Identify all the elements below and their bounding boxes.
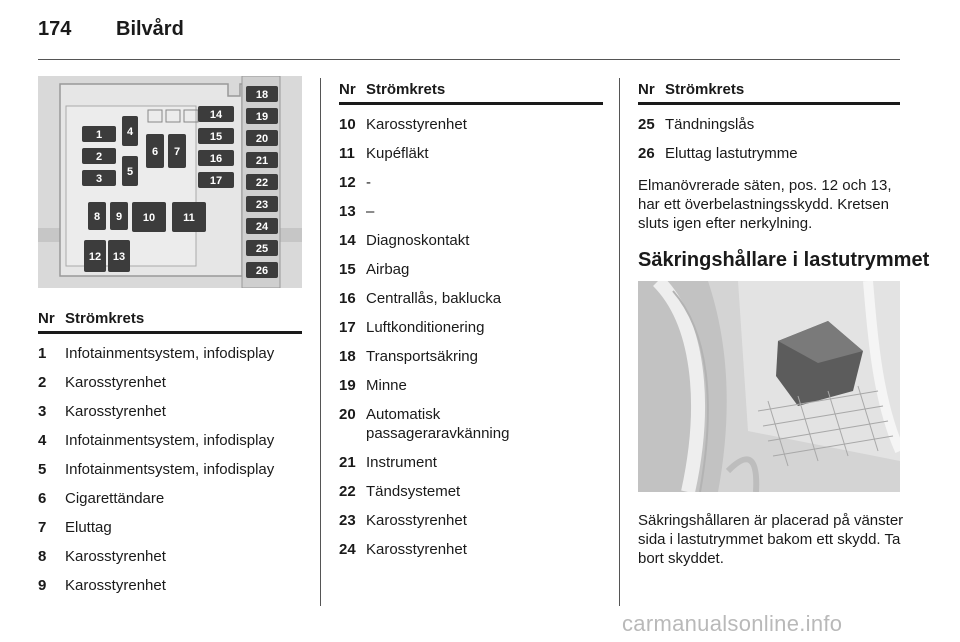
row-label: Cigarettändare bbox=[65, 490, 165, 507]
row-label: Tändsystemet bbox=[366, 483, 461, 500]
fuse-label-6: 6 bbox=[151, 146, 159, 158]
fuse-label-3: 3 bbox=[95, 173, 103, 185]
row-number: 17 bbox=[339, 319, 356, 336]
row-label: Karosstyrenhet bbox=[65, 548, 166, 565]
row-number: 25 bbox=[638, 116, 655, 133]
row-label: Transportsäkring bbox=[366, 348, 478, 365]
table-row bbox=[339, 173, 603, 192]
column-divider-2 bbox=[619, 78, 620, 606]
page-number: 174 bbox=[38, 18, 72, 40]
column-header-nr: Nr bbox=[38, 310, 55, 327]
row-number: 8 bbox=[38, 548, 47, 565]
fuse-label-20: 20 bbox=[255, 133, 269, 145]
fuse-box-diagram bbox=[38, 76, 302, 288]
column-divider-1 bbox=[320, 78, 321, 606]
table-row bbox=[38, 489, 302, 508]
row-number: 9 bbox=[38, 577, 47, 594]
row-number: 16 bbox=[339, 290, 356, 307]
row-number: 7 bbox=[38, 519, 47, 536]
row-number: 13 bbox=[339, 203, 356, 220]
table-row bbox=[339, 376, 603, 395]
circuit-table-3 bbox=[638, 81, 900, 173]
row-number: 22 bbox=[339, 483, 356, 500]
fuse-label-12: 12 bbox=[88, 251, 102, 263]
fuse-label-24: 24 bbox=[255, 221, 269, 233]
fuse-label-5: 5 bbox=[126, 166, 134, 178]
row-number: 23 bbox=[339, 512, 356, 529]
table-row bbox=[339, 511, 603, 530]
location-caption: Säkringshållaren är placerad på vänster sida i lastutrymmet bakom ett skydd. Ta bort skyddet. bbox=[638, 512, 904, 567]
fuse-label-15: 15 bbox=[209, 131, 223, 143]
row-number: 12 bbox=[339, 174, 356, 191]
fuse-label-21: 21 bbox=[255, 155, 269, 167]
table-row bbox=[38, 431, 302, 450]
fuse-label-16: 16 bbox=[209, 153, 223, 165]
row-number: 21 bbox=[339, 454, 356, 471]
row-number: 14 bbox=[339, 232, 356, 249]
column-header-nr: Nr bbox=[339, 81, 356, 98]
row-label: Automatisk passageraravkänning bbox=[366, 406, 510, 442]
column-header-circuit: Strömkrets bbox=[366, 81, 446, 98]
row-label: Kupéfläkt bbox=[366, 145, 429, 162]
table-row bbox=[638, 144, 900, 163]
fuse-label-2: 2 bbox=[95, 151, 103, 163]
table-row bbox=[38, 373, 302, 392]
table-row bbox=[339, 318, 603, 337]
row-label: Karosstyrenhet bbox=[65, 577, 166, 594]
row-label: Infotainmentsystem, infodisplay bbox=[65, 345, 275, 362]
cargo-compartment-illustration bbox=[638, 281, 900, 492]
row-label: Tändningslås bbox=[665, 116, 755, 133]
row-number: 6 bbox=[38, 490, 47, 507]
table-header bbox=[339, 81, 603, 105]
row-label: Minne bbox=[366, 377, 407, 394]
fuse-label-22: 22 bbox=[255, 177, 269, 189]
row-label: Karosstyrenhet bbox=[65, 403, 166, 420]
table-header bbox=[38, 310, 302, 334]
row-label: Karosstyrenhet bbox=[366, 116, 467, 133]
section-title: Säkringshållare i lastutrymmet bbox=[638, 249, 930, 271]
table-row bbox=[38, 576, 302, 595]
row-label: Karosstyrenhet bbox=[366, 512, 467, 529]
table-row bbox=[38, 460, 302, 479]
fuse-label-19: 19 bbox=[255, 111, 269, 123]
row-number: 1 bbox=[38, 345, 47, 362]
fuse-label-10: 10 bbox=[142, 212, 156, 224]
row-label: Diagnoskontakt bbox=[366, 232, 470, 249]
table-row bbox=[339, 347, 603, 366]
fuse-label-1: 1 bbox=[95, 129, 103, 141]
circuit-table-2 bbox=[339, 81, 603, 569]
table-row bbox=[339, 453, 603, 472]
row-number: 20 bbox=[339, 406, 356, 423]
row-label: – bbox=[366, 203, 375, 220]
row-number: 11 bbox=[339, 145, 355, 162]
fuse-label-23: 23 bbox=[255, 199, 269, 211]
row-label: Infotainmentsystem, infodisplay bbox=[65, 432, 275, 449]
row-label: Airbag bbox=[366, 261, 410, 278]
row-number: 18 bbox=[339, 348, 356, 365]
row-number: 24 bbox=[339, 541, 356, 558]
table-row bbox=[38, 518, 302, 537]
table-row bbox=[638, 115, 900, 134]
table-row bbox=[339, 540, 603, 559]
table-row bbox=[339, 115, 603, 134]
table-row bbox=[38, 402, 302, 421]
row-label: Luftkonditionering bbox=[366, 319, 485, 336]
table-row bbox=[339, 260, 603, 279]
fuse-label-4: 4 bbox=[126, 126, 134, 138]
row-label: Instrument bbox=[366, 454, 437, 471]
row-number: 26 bbox=[638, 145, 655, 162]
table-row bbox=[339, 405, 603, 443]
table-row bbox=[339, 144, 603, 163]
table-row bbox=[339, 289, 603, 308]
row-label: Infotainmentsystem, infodisplay bbox=[65, 461, 275, 478]
overload-note: Elmanövrerade säten, pos. 12 och 13, har ett överbelastningsskydd. Kretsen sluts igen efter nerkylning. bbox=[638, 177, 892, 232]
column-header-circuit: Strömkrets bbox=[65, 310, 145, 327]
table-row bbox=[38, 547, 302, 566]
row-number: 2 bbox=[38, 374, 47, 391]
row-number: 19 bbox=[339, 377, 356, 394]
row-label: - bbox=[366, 174, 371, 191]
row-label: Karosstyrenhet bbox=[366, 541, 467, 558]
fuse-label-26: 26 bbox=[255, 265, 269, 277]
table-header bbox=[638, 81, 900, 105]
table-row bbox=[339, 202, 603, 221]
fuse-label-14: 14 bbox=[209, 109, 223, 121]
fuse-label-7: 7 bbox=[173, 146, 181, 158]
row-label: Eluttag lastutrymme bbox=[665, 145, 798, 162]
table-row bbox=[339, 231, 603, 250]
row-label: Karosstyrenhet bbox=[65, 374, 166, 391]
fuse-label-9: 9 bbox=[115, 211, 123, 223]
watermark: carmanualsonline.info bbox=[622, 611, 843, 636]
row-label: Eluttag bbox=[65, 519, 112, 536]
page-title: Bilvård bbox=[116, 18, 184, 40]
fuse-label-11: 11 bbox=[183, 212, 195, 224]
column-header-circuit: Strömkrets bbox=[665, 81, 745, 98]
table-row bbox=[38, 344, 302, 363]
row-number: 3 bbox=[38, 403, 47, 420]
table-row bbox=[339, 482, 603, 501]
fuse-label-18: 18 bbox=[255, 89, 269, 101]
row-number: 4 bbox=[38, 432, 47, 449]
fuse-label-25: 25 bbox=[255, 243, 269, 255]
column-header-nr: Nr bbox=[638, 81, 655, 98]
circuit-table-1 bbox=[38, 310, 302, 605]
fuse-label-13: 13 bbox=[112, 251, 126, 263]
row-label: Centrallås, baklucka bbox=[366, 290, 502, 307]
fuse-label-8: 8 bbox=[93, 211, 101, 223]
fuse-label-17: 17 bbox=[209, 175, 223, 187]
row-number: 10 bbox=[339, 116, 356, 133]
row-number: 5 bbox=[38, 461, 47, 478]
row-number: 15 bbox=[339, 261, 356, 278]
header-divider bbox=[38, 59, 900, 60]
